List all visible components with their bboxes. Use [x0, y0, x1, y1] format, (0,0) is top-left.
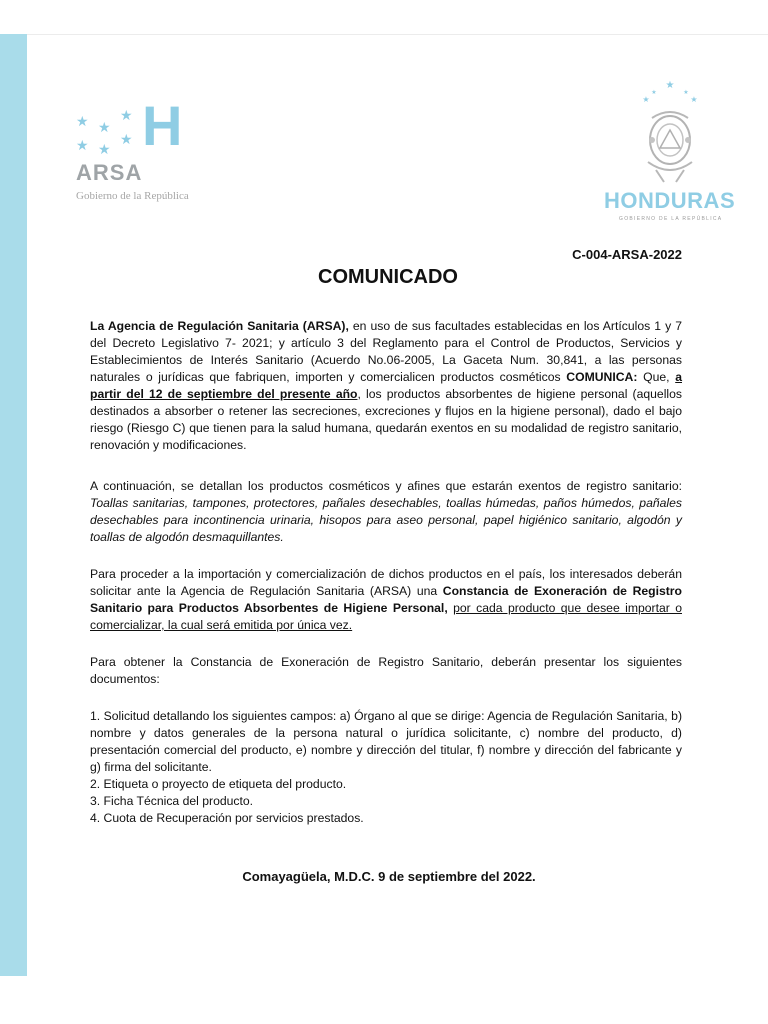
- honduras-government-label: GOBIERNO DE LA REPÚBLICA: [619, 216, 723, 222]
- top-bar: [0, 0, 768, 35]
- agency-name: La Agencia de Regulación Sanitaria (ARSA),: [90, 319, 349, 333]
- h-letter-icon: H: [142, 94, 183, 157]
- honduras-logo: [600, 78, 740, 228]
- arsa-logo: [74, 94, 224, 208]
- requirements-list: [90, 708, 682, 827]
- stars-icon: ★ ★ ★ ★ ★ ★: [76, 107, 133, 157]
- svg-text:★: ★: [651, 89, 657, 96]
- paragraph-intro: [90, 318, 682, 454]
- place-and-date: Comayagüela, M.D.C. 9 de septiembre del 2022.: [242, 869, 536, 884]
- arsa-wordmark: ARSA: [76, 160, 143, 185]
- svg-text:★: ★: [690, 95, 698, 104]
- requirement-item: 3. Ficha Técnica del producto.: [90, 794, 254, 808]
- coat-of-arms-icon: [630, 78, 710, 188]
- comunica-label: COMUNICA:: [566, 370, 638, 384]
- requirement-item: 2. Etiqueta o proyecto de etiqueta del producto.: [90, 777, 347, 791]
- requirement-item: 4. Cuota de Recuperación por servicios prestados.: [90, 811, 364, 825]
- svg-text:★: ★: [642, 95, 650, 104]
- document-code: C-004-ARSA-2022: [572, 247, 682, 262]
- paragraph-requirements: Para obtener la Constancia de Exoneración de Registro Sanitario, deberán presentar los siguientes documentos:: [90, 655, 682, 686]
- requirement-item: 1. Solicitud detallando los siguientes campos: a) Órgano al que se dirige: Agencia de Regulación Sanitaria, b) nombre y datos generales de la persona natural o jurídica solicitante, c) nombre del producto, d) presentación comercial del producto, e) nombre y dirección del titular, f) nombre y dirección del fabricante y g) firma del solicitante.: [90, 709, 682, 774]
- paragraph-products: [90, 478, 682, 546]
- paragraph-procedure: [90, 566, 682, 634]
- products-intro: A continuación, se detallan los productos cosméticos y afines que estarán exentos de registro sanitario:: [90, 479, 682, 493]
- document-title: COMUNICADO: [318, 266, 458, 288]
- intro-text-2: Que,: [637, 370, 676, 384]
- procedure-note: por cada producto que desee importar o comercializar, la cual será emitida por única vez.: [90, 601, 682, 632]
- honduras-wordmark: HONDURAS: [604, 188, 736, 213]
- effective-date: a partir del 12 de septiembre del presente año: [90, 370, 682, 401]
- intro-text-3: , los productos absorbentes de higiene personal (aquellos destinados a absorber o retener las secreciones, excreciones y flujos en la higiene personal), dado el bajo riesgo (Riesgo C) que tienen para la salud humana, quedarán exentos en su modalidad de registro sanitario, renovación y modificaciones.: [90, 387, 682, 452]
- bottom-margin: [0, 976, 768, 1024]
- svg-text:★: ★: [665, 80, 675, 91]
- products-list: Toallas sanitarias, tampones, protectores, pañales desechables, toallas húmedas, paños húmedos, pañales desechables para incontinencia urinaria, hisopos para aseo personal, papel higiénico sanitario, algodón y toallas de algodón desmaquillantes.: [90, 496, 682, 544]
- intro-text: en uso de sus facultades establecidas en los Artículos 1 y 7 del Decreto Legislativo 7- 2021; y artículo 3 del Reglamento para el Control de Productos, Servicios y Establecimientos de Interés Sanitario (Acuerdo No.06-2005, La Gaceta Num. 30,841, a las personas naturales o jurídicas que fabriquen, importen y comercialicen productos cosméticos: [90, 319, 682, 384]
- constancia-name: Constancia de Exoneración de Registro Sanitario para Productos Absorbentes de Higiene Personal,: [90, 584, 682, 615]
- left-blue-stripe: [0, 34, 27, 976]
- procedure-text: Para proceder a la importación y comercialización de dichos productos en el país, los interesados deberán solicitar ante la Agencia de Regulación Sanitaria (ARSA) una: [90, 567, 682, 598]
- arsa-government-label: Gobierno de la República: [76, 190, 189, 202]
- svg-text:★: ★: [683, 89, 689, 96]
